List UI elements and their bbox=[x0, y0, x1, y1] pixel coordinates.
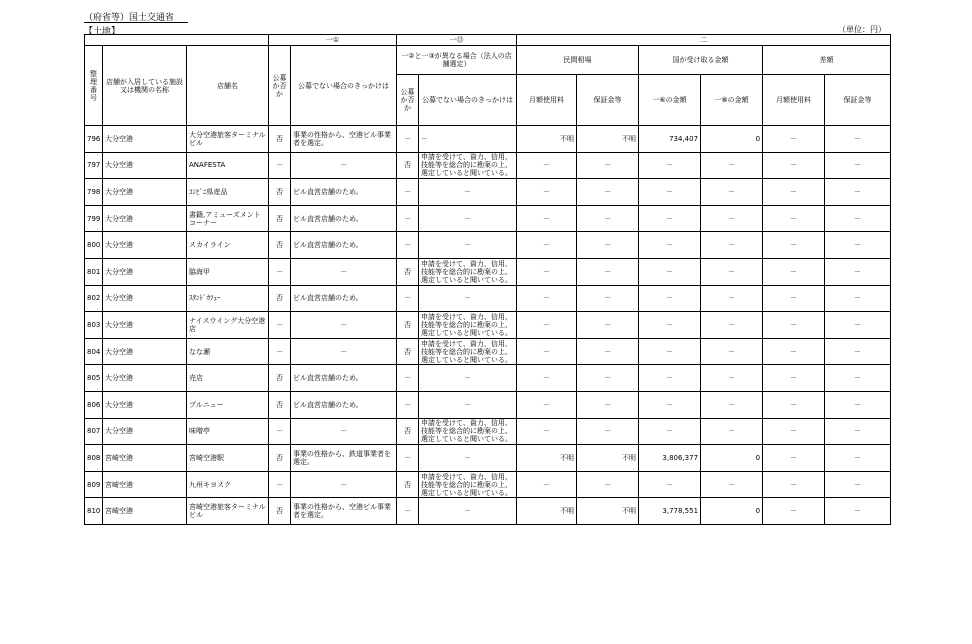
reason-cell: ビル直営店舗のため。 bbox=[291, 391, 397, 418]
deposit-2-cell: － bbox=[825, 232, 891, 259]
public-offer-2-cell: － bbox=[397, 126, 419, 153]
seq-no-cell: 801 bbox=[85, 258, 103, 285]
seq-no-cell: 800 bbox=[85, 232, 103, 259]
reason-2-cell: － bbox=[419, 498, 517, 525]
facility-cell: 宮崎空港 bbox=[103, 471, 187, 498]
reason-2-cell: 申請を受けて、資力、信用、技能等を総合的に勘案の上、選定していると聞いている。 bbox=[419, 418, 517, 445]
public-offer-cell: － bbox=[269, 312, 291, 339]
table-row bbox=[85, 418, 891, 445]
deposit-cell: － bbox=[577, 312, 639, 339]
table-row bbox=[85, 498, 891, 525]
monthly-fee-2-cell: － bbox=[763, 498, 825, 525]
amount-6-cell: － bbox=[639, 179, 701, 206]
reason-2-cell: 申請を受けて、資力、信用、技能等を総合的に勘案の上、選定していると聞いている。 bbox=[419, 258, 517, 285]
deposit-2-cell: － bbox=[825, 258, 891, 285]
public-offer-2-cell: 否 bbox=[397, 471, 419, 498]
amount-6-cell: － bbox=[639, 418, 701, 445]
header-blank bbox=[85, 35, 269, 46]
reason-2-cell: － bbox=[419, 205, 517, 232]
seq-no-cell: 798 bbox=[85, 179, 103, 206]
amount-6-cell: － bbox=[639, 232, 701, 259]
deposit-2-cell: － bbox=[825, 498, 891, 525]
public-offer-2-cell: － bbox=[397, 365, 419, 392]
diff-subheader: 一②と一③が異なる場合（法人の店舗選定） bbox=[397, 46, 517, 75]
monthly-fee-2-cell: － bbox=[763, 232, 825, 259]
public-offer-2-cell: 否 bbox=[397, 338, 419, 365]
monthly-fee-cell: － bbox=[517, 179, 577, 206]
public-offer-cell: 否 bbox=[269, 285, 291, 312]
store-name-cell: なな瀬 bbox=[187, 338, 269, 365]
amount-8-cell: － bbox=[701, 418, 763, 445]
reason-cell: － bbox=[291, 152, 397, 179]
seq-no-cell: 809 bbox=[85, 471, 103, 498]
amount-6-cell: 3,778,551 bbox=[639, 498, 701, 525]
table-row bbox=[85, 445, 891, 472]
category-label: 【土地】 bbox=[84, 27, 121, 37]
deposit-cell: － bbox=[577, 179, 639, 206]
monthly-fee-header: 月額使用料 bbox=[517, 75, 577, 126]
seq-no-cell: 810 bbox=[85, 498, 103, 525]
table-row bbox=[85, 365, 891, 392]
monthly-fee-2-cell: － bbox=[763, 126, 825, 153]
reason-2-cell: 申請を受けて、資力、信用、技能等を総合的に勘案の上、選定していると聞いている。 bbox=[419, 312, 517, 339]
store-name-cell: 売店 bbox=[187, 365, 269, 392]
monthly-fee-2-cell: － bbox=[763, 258, 825, 285]
amount-8-cell: － bbox=[701, 179, 763, 206]
facility-cell: 大分空港 bbox=[103, 152, 187, 179]
public-offer-2-cell: 否 bbox=[397, 152, 419, 179]
seq-no-cell: 805 bbox=[85, 365, 103, 392]
group-1-header: 一① bbox=[269, 35, 397, 46]
amount-8-cell: － bbox=[701, 312, 763, 339]
reason-2-cell: － bbox=[419, 179, 517, 206]
deposit-cell: － bbox=[577, 471, 639, 498]
monthly-fee-cell: － bbox=[517, 418, 577, 445]
deposit-2-cell: － bbox=[825, 285, 891, 312]
amount-8-cell: 0 bbox=[701, 445, 763, 472]
deposit-cell: － bbox=[577, 285, 639, 312]
deposit-2-cell: － bbox=[825, 471, 891, 498]
reason-cell: － bbox=[291, 471, 397, 498]
store-name-cell: ブルニュー bbox=[187, 391, 269, 418]
reason-2-cell: － bbox=[419, 232, 517, 259]
deposit-cell: － bbox=[577, 338, 639, 365]
amount-8-cell: － bbox=[701, 258, 763, 285]
deposit-cell: － bbox=[577, 232, 639, 259]
table-row bbox=[85, 471, 891, 498]
table-row bbox=[85, 205, 891, 232]
store-name-cell: 味噌亭 bbox=[187, 418, 269, 445]
store-ledger-table bbox=[84, 34, 891, 525]
monthly-fee-2-cell: － bbox=[763, 179, 825, 206]
monthly-fee-cell: － bbox=[517, 152, 577, 179]
table-row bbox=[85, 338, 891, 365]
reason-cell: － bbox=[291, 312, 397, 339]
amount-6-cell: － bbox=[639, 285, 701, 312]
monthly-fee-cell: － bbox=[517, 471, 577, 498]
monthly-fee-2-cell: － bbox=[763, 471, 825, 498]
facility-cell: 大分空港 bbox=[103, 179, 187, 206]
public-offer-2-cell: － bbox=[397, 205, 419, 232]
facility-cell: 大分空港 bbox=[103, 391, 187, 418]
table-row bbox=[85, 285, 891, 312]
group-2-header: 二 bbox=[517, 35, 891, 46]
group-13-header: 一⑬ bbox=[397, 35, 517, 46]
reason-cell: ビル直営店舗のため。 bbox=[291, 365, 397, 392]
amount-6-cell: － bbox=[639, 205, 701, 232]
store-name-cell: 宮崎空港駅 bbox=[187, 445, 269, 472]
reason-cell: － bbox=[291, 258, 397, 285]
public-offer-cell: 否 bbox=[269, 365, 291, 392]
public-offer-cell: 否 bbox=[269, 391, 291, 418]
table-row bbox=[85, 152, 891, 179]
store-name-cell: ｺﾝﾋﾞﾆ県産品 bbox=[187, 179, 269, 206]
reason-2-cell: 申請を受けて、資力、信用、技能等を総合的に勘案の上、選定していると聞いている。 bbox=[419, 471, 517, 498]
monthly-fee-2-cell: － bbox=[763, 365, 825, 392]
deposit-cell: － bbox=[577, 365, 639, 392]
amount-8-cell: － bbox=[701, 338, 763, 365]
deposit-2-cell: － bbox=[825, 418, 891, 445]
amount-6-header: 一⑥の金額 bbox=[639, 75, 701, 126]
public-offer-cell: 否 bbox=[269, 205, 291, 232]
amount-6-cell: － bbox=[639, 365, 701, 392]
amount-8-cell: － bbox=[701, 152, 763, 179]
reason-2-cell: － bbox=[419, 126, 517, 153]
deposit-2-cell: － bbox=[825, 365, 891, 392]
reason-cell: ビル直営店舗のため。 bbox=[291, 285, 397, 312]
public-offer-2-cell: 否 bbox=[397, 312, 419, 339]
agency-underline bbox=[84, 22, 188, 23]
table-row bbox=[85, 391, 891, 418]
table-row bbox=[85, 258, 891, 285]
deposit-2-cell: － bbox=[825, 312, 891, 339]
reason-2-cell: － bbox=[419, 365, 517, 392]
seq-no-cell: 797 bbox=[85, 152, 103, 179]
amount-6-cell: － bbox=[639, 258, 701, 285]
monthly-fee-2-cell: － bbox=[763, 205, 825, 232]
amount-6-cell: － bbox=[639, 471, 701, 498]
reason-cell: － bbox=[291, 338, 397, 365]
amount-6-cell: － bbox=[639, 312, 701, 339]
deposit-2-cell: － bbox=[825, 338, 891, 365]
store-name-cell: ANAFESTA bbox=[187, 152, 269, 179]
deposit-cell: － bbox=[577, 152, 639, 179]
facility-cell: 大分空港 bbox=[103, 312, 187, 339]
deposit-cell: 不明 bbox=[577, 498, 639, 525]
public-offer-cell: 否 bbox=[269, 498, 291, 525]
monthly-fee-cell: － bbox=[517, 312, 577, 339]
facility-cell: 大分空港 bbox=[103, 126, 187, 153]
seq-no-cell: 807 bbox=[85, 418, 103, 445]
public-offer-2-cell: － bbox=[397, 391, 419, 418]
amount-8-cell: 0 bbox=[701, 498, 763, 525]
amount-8-cell: － bbox=[701, 232, 763, 259]
seq-no-cell: 802 bbox=[85, 285, 103, 312]
deposit-cell: 不明 bbox=[577, 126, 639, 153]
store-name-cell: 脇海甲 bbox=[187, 258, 269, 285]
store-name-cell: 宮崎空港旅客ターミナルビル bbox=[187, 498, 269, 525]
public-offer-2-cell: 否 bbox=[397, 258, 419, 285]
seq-no-cell: 804 bbox=[85, 338, 103, 365]
seq-no-header: 整理番号 bbox=[85, 46, 103, 126]
facility-cell: 大分空港 bbox=[103, 232, 187, 259]
received-subheader: 国が受け取る金額 bbox=[639, 46, 763, 75]
public-offer-cell: 否 bbox=[269, 126, 291, 153]
monthly-fee-cell: 不明 bbox=[517, 126, 577, 153]
amount-6-cell: － bbox=[639, 391, 701, 418]
monthly-fee-cell: － bbox=[517, 258, 577, 285]
monthly-fee-2-cell: － bbox=[763, 312, 825, 339]
monthly-fee-2-cell: － bbox=[763, 445, 825, 472]
monthly-fee-2-header: 月額使用料 bbox=[763, 75, 825, 126]
store-name-cell: スカイライン bbox=[187, 232, 269, 259]
public-offer-cell: 否 bbox=[269, 445, 291, 472]
reason-cell: ビル直営店舗のため。 bbox=[291, 232, 397, 259]
amount-6-cell: － bbox=[639, 152, 701, 179]
deposit-header: 保証金等 bbox=[577, 75, 639, 126]
reason-cell: － bbox=[291, 418, 397, 445]
store-name-cell: 九州キヨスク bbox=[187, 471, 269, 498]
table-row bbox=[85, 179, 891, 206]
table-row bbox=[85, 232, 891, 259]
public-offer-2-cell: － bbox=[397, 179, 419, 206]
monthly-fee-cell: － bbox=[517, 338, 577, 365]
reason-cell: 事業の性格から、空港ビル事業者を選定。 bbox=[291, 498, 397, 525]
deposit-2-cell: － bbox=[825, 205, 891, 232]
seq-no-cell: 808 bbox=[85, 445, 103, 472]
public-offer-2-cell: － bbox=[397, 445, 419, 472]
amount-8-cell: 0 bbox=[701, 126, 763, 153]
deposit-2-cell: － bbox=[825, 445, 891, 472]
facility-cell: 宮崎空港 bbox=[103, 498, 187, 525]
public-offer-2-cell: － bbox=[397, 498, 419, 525]
amount-8-header: 一⑧の金額 bbox=[701, 75, 763, 126]
amount-8-cell: － bbox=[701, 285, 763, 312]
public-offer-cell: － bbox=[269, 258, 291, 285]
monthly-fee-cell: － bbox=[517, 285, 577, 312]
amount-8-cell: － bbox=[701, 471, 763, 498]
store-name-cell: ナイスウイング大分空港店 bbox=[187, 312, 269, 339]
facility-cell: 大分空港 bbox=[103, 365, 187, 392]
market-subheader: 民間相場 bbox=[517, 46, 639, 75]
public-offer-cell: － bbox=[269, 152, 291, 179]
store-name-cell: 大分空港旅客ターミナルビル bbox=[187, 126, 269, 153]
deposit-2-header: 保証金等 bbox=[825, 75, 891, 126]
table-row bbox=[85, 126, 891, 153]
seq-no-cell: 796 bbox=[85, 126, 103, 153]
monthly-fee-cell: － bbox=[517, 232, 577, 259]
facility-cell: 宮崎空港 bbox=[103, 445, 187, 472]
monthly-fee-cell: － bbox=[517, 205, 577, 232]
seq-no-cell: 806 bbox=[85, 391, 103, 418]
monthly-fee-cell: 不明 bbox=[517, 498, 577, 525]
facility-cell: 大分空港 bbox=[103, 285, 187, 312]
facility-cell: 大分空港 bbox=[103, 338, 187, 365]
deposit-cell: － bbox=[577, 418, 639, 445]
seq-no-cell: 803 bbox=[85, 312, 103, 339]
public-offer-2-cell: 否 bbox=[397, 418, 419, 445]
amount-8-cell: － bbox=[701, 205, 763, 232]
facility-cell: 大分空港 bbox=[103, 205, 187, 232]
reason-header: 公募でない場合のきっかけは bbox=[291, 46, 397, 126]
public-offer-cell: 否 bbox=[269, 179, 291, 206]
reason-cell: 事業の性格から、空港ビル事業者を選定。 bbox=[291, 126, 397, 153]
reason-cell: ビル直営店舗のため。 bbox=[291, 205, 397, 232]
monthly-fee-2-cell: － bbox=[763, 152, 825, 179]
unit-label: （単位：円） bbox=[838, 25, 886, 34]
reason-2-cell: 申請を受けて、資力、信用、技能等を総合的に勘案の上、選定していると聞いている。 bbox=[419, 152, 517, 179]
deposit-cell: － bbox=[577, 205, 639, 232]
amount-8-cell: － bbox=[701, 391, 763, 418]
reason-2-cell: － bbox=[419, 391, 517, 418]
monthly-fee-cell: － bbox=[517, 391, 577, 418]
amount-8-cell: － bbox=[701, 365, 763, 392]
agency-label: （府省等）国土交通省 bbox=[84, 13, 175, 23]
monthly-fee-2-cell: － bbox=[763, 285, 825, 312]
public-offer-2-cell: － bbox=[397, 285, 419, 312]
amount-6-cell: 3,806,377 bbox=[639, 445, 701, 472]
deposit-2-cell: － bbox=[825, 126, 891, 153]
store-name-header: 店舗名 bbox=[187, 46, 269, 126]
monthly-fee-2-cell: － bbox=[763, 391, 825, 418]
deposit-cell: － bbox=[577, 391, 639, 418]
public-offer-cell: 否 bbox=[269, 232, 291, 259]
monthly-fee-cell: 不明 bbox=[517, 445, 577, 472]
public-offer-2-header: 公募か否か bbox=[397, 75, 419, 126]
deposit-cell: 不明 bbox=[577, 445, 639, 472]
public-offer-header: 公募か否か bbox=[269, 46, 291, 126]
facility-header: 店舗が入居している施設又は機関の名称 bbox=[103, 46, 187, 126]
store-name-cell: ｽﾀﾝﾄﾞｶﾌｪｰ bbox=[187, 285, 269, 312]
public-offer-cell: － bbox=[269, 471, 291, 498]
facility-cell: 大分空港 bbox=[103, 418, 187, 445]
deposit-2-cell: － bbox=[825, 152, 891, 179]
deposit-2-cell: － bbox=[825, 179, 891, 206]
public-offer-cell: － bbox=[269, 418, 291, 445]
monthly-fee-cell: － bbox=[517, 365, 577, 392]
reason-cell: ビル直営店舗のため。 bbox=[291, 179, 397, 206]
difference-subheader: 差額 bbox=[763, 46, 891, 75]
reason-2-cell: 申請を受けて、資力、信用、技能等を総合的に勘案の上、選定していると聞いている。 bbox=[419, 338, 517, 365]
facility-cell: 大分空港 bbox=[103, 258, 187, 285]
reason-2-cell: － bbox=[419, 285, 517, 312]
reason-2-header: 公募でない場合のきっかけは bbox=[419, 75, 517, 126]
reason-cell: 事業の性格から、鉄道事業者を選定。 bbox=[291, 445, 397, 472]
reason-2-cell: － bbox=[419, 445, 517, 472]
store-name-cell: 書籍,アミューズメントコーナー bbox=[187, 205, 269, 232]
table-row bbox=[85, 312, 891, 339]
public-offer-2-cell: － bbox=[397, 232, 419, 259]
amount-6-cell: 734,407 bbox=[639, 126, 701, 153]
amount-6-cell: － bbox=[639, 338, 701, 365]
seq-no-cell: 799 bbox=[85, 205, 103, 232]
deposit-2-cell: － bbox=[825, 391, 891, 418]
public-offer-cell: － bbox=[269, 338, 291, 365]
monthly-fee-2-cell: － bbox=[763, 418, 825, 445]
deposit-cell: － bbox=[577, 258, 639, 285]
monthly-fee-2-cell: － bbox=[763, 338, 825, 365]
